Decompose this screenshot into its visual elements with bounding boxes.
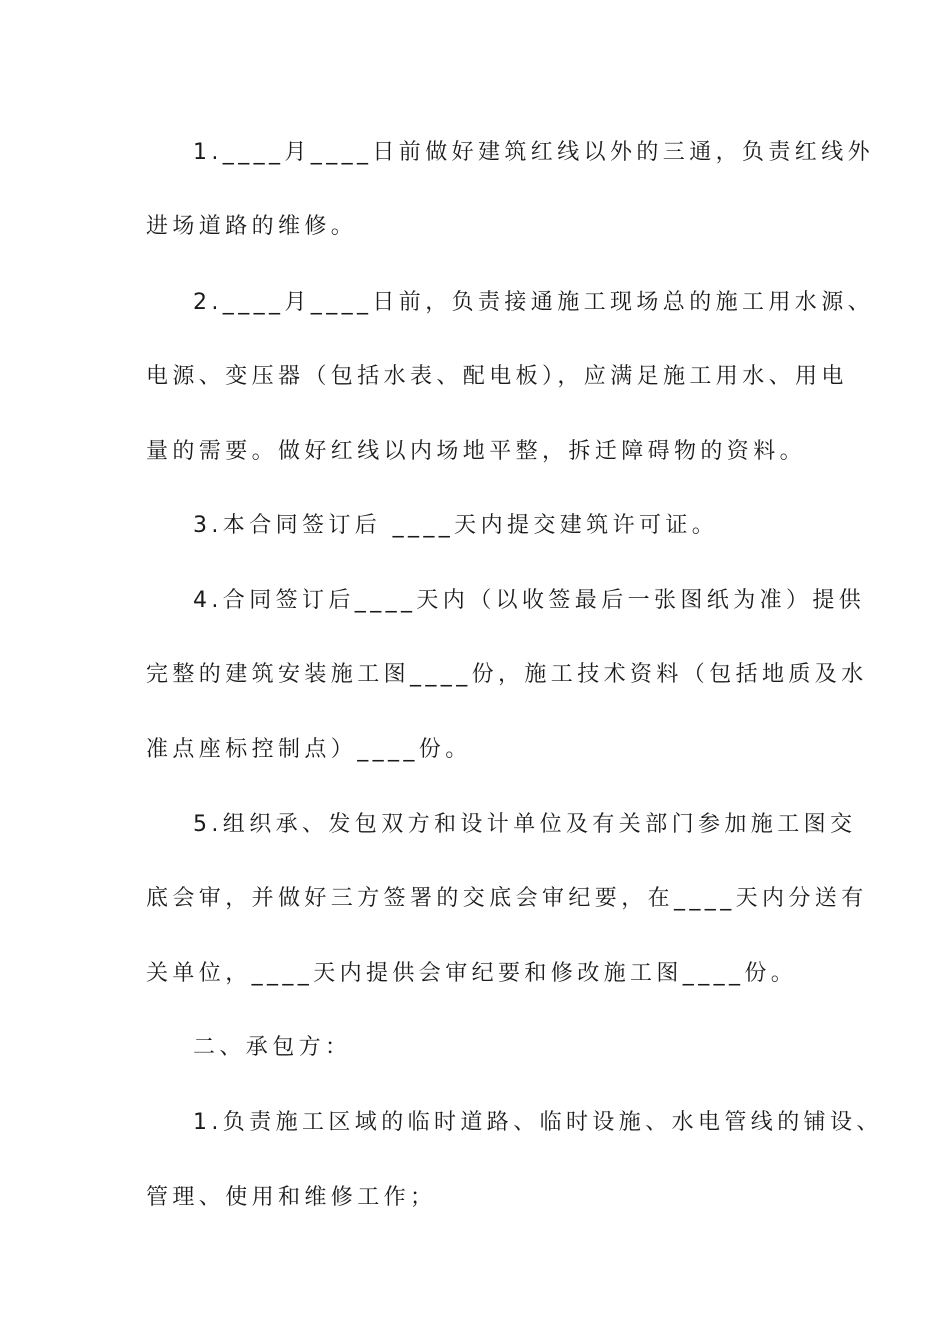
section-heading-contractor: 二、承包方： <box>193 1035 352 1060</box>
item-4-line-2: 完整的建筑安装施工图____份，施工技术资料（包括地质及水 <box>146 662 868 687</box>
contractor-item-1-line-1: 1.负责施工区域的临时道路、临时设施、水电管线的铺设、 <box>193 1110 883 1135</box>
contractor-item-1-line-2: 管理、使用和维修工作； <box>146 1185 437 1210</box>
item-3-line-1: 3.本合同签订后 ____天内提交建筑许可证。 <box>193 513 719 538</box>
item-4-line-1: 4.合同签订后____天内（以收签最后一张图纸为准）提供 <box>193 588 866 613</box>
item-1-line-2: 进场道路的维修。 <box>146 214 358 239</box>
item-2-line-2: 电源、变压器（包括水表、配电板），应满足施工用水、用电 <box>146 364 848 389</box>
item-5-line-3: 关单位，____天内提供会审纪要和修改施工图____份。 <box>146 961 798 986</box>
item-4-line-3: 准点座标控制点）____份。 <box>146 737 472 762</box>
item-2-line-3: 量的需要。做好红线以内场地平整，拆迁障碍物的资料。 <box>146 439 807 464</box>
item-5-line-1: 5.组织承、发包双方和设计单位及有关部门参加施工图交 <box>193 812 857 837</box>
item-5-line-2: 底会审，并做好三方签署的交底会审纪要，在____天内分送有 <box>146 886 868 911</box>
item-1-line-1: 1.____月____日前做好建筑红线以外的三通，负责红线外 <box>193 140 874 165</box>
item-2-line-1: 2.____月____日前，负责接通施工现场总的施工用水源、 <box>193 290 874 315</box>
